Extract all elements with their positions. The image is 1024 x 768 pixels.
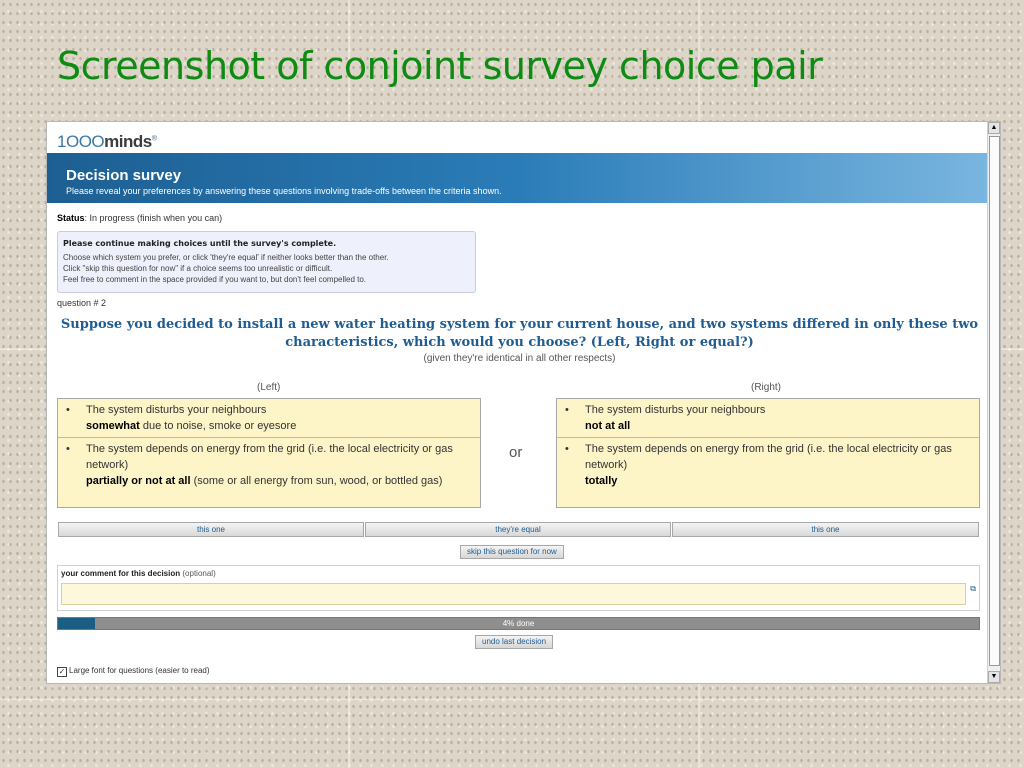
1000minds-logo: 1OOOminds® bbox=[57, 132, 157, 151]
large-font-checkbox[interactable]: ✓ bbox=[58, 667, 66, 676]
question-subtext: (given they're identical in all other respects) bbox=[423, 353, 616, 364]
left-criterion-grid: • The system depends on energy from the grid (i.e. the local electricity or gas network) partially or not at all (some or all energy from sun, wood, or bottled gas) bbox=[58, 437, 480, 492]
comment-label: your comment for this decision (optional) bbox=[61, 569, 216, 578]
right-criterion-neighbours: • The system disturbs your neighbours not at all bbox=[565, 404, 766, 432]
scroll-down-arrow-icon[interactable]: ▼ bbox=[988, 671, 1000, 683]
comment-input[interactable] bbox=[61, 583, 966, 605]
status-label: Status bbox=[57, 213, 85, 223]
question-text: Suppose you decided to install a new water heating system for your current house, and two systems differed in only these two characteristics, which would you choose? (Left, Right or equal?) bbox=[60, 317, 979, 350]
instructions-box bbox=[57, 231, 476, 293]
instruction-line: Choose which system you prefer, or click 'they're equal' if neither looks better than the other. bbox=[63, 253, 389, 262]
undo-last-decision-button[interactable]: undo last decision bbox=[475, 635, 553, 649]
left-criterion-neighbours: • The system disturbs your neighbours somewhat due to noise, smoke or eyesore bbox=[66, 404, 297, 432]
instruction-line: Click "skip this question for now" if a choice seems too unrealistic or difficult. bbox=[63, 264, 333, 273]
progress-label: 4% done bbox=[502, 619, 535, 628]
choose-right-button[interactable]: this one bbox=[672, 522, 979, 537]
skip-question-button[interactable]: skip this question for now bbox=[460, 545, 564, 559]
expand-icon[interactable]: ⧉ bbox=[970, 584, 976, 593]
survey-screenshot bbox=[46, 121, 1001, 684]
instruction-line: Feel free to comment in the space provided if you want to, but don't feel compelled to. bbox=[63, 275, 367, 284]
scrollbar-thumb[interactable] bbox=[989, 136, 1000, 666]
comment-section bbox=[57, 565, 980, 611]
progress-bar bbox=[57, 617, 980, 630]
scroll-up-arrow-icon[interactable]: ▲ bbox=[988, 122, 1000, 134]
right-option-label: (Right) bbox=[751, 382, 782, 393]
right-criterion-grid: • The system depends on energy from the grid (i.e. the local electricity or gas network) totally bbox=[557, 437, 979, 492]
decision-survey-banner bbox=[47, 153, 989, 203]
question-number: question # 2 bbox=[57, 298, 107, 308]
large-font-option bbox=[57, 666, 210, 677]
left-option-label: (Left) bbox=[257, 382, 281, 393]
banner-subheading: Please reveal your preferences by answering these questions involving trade-offs between the criteria shown. bbox=[66, 186, 502, 196]
large-font-label: Large font for questions (easier to read) bbox=[69, 666, 210, 675]
or-label: or bbox=[509, 444, 523, 461]
choose-left-button[interactable]: this one bbox=[58, 522, 364, 537]
right-option-box bbox=[556, 398, 980, 508]
banner-heading: Decision survey bbox=[66, 167, 182, 184]
instructions-title: Please continue making choices until the survey's complete. bbox=[63, 239, 337, 248]
left-option-box bbox=[57, 398, 481, 508]
vertical-scrollbar[interactable] bbox=[987, 122, 1000, 683]
status-line bbox=[57, 213, 222, 223]
status-value: : In progress (finish when you can) bbox=[84, 213, 223, 223]
theyre-equal-button[interactable]: they're equal bbox=[365, 522, 671, 537]
slide-title: Screenshot of conjoint survey choice pair bbox=[57, 44, 823, 88]
